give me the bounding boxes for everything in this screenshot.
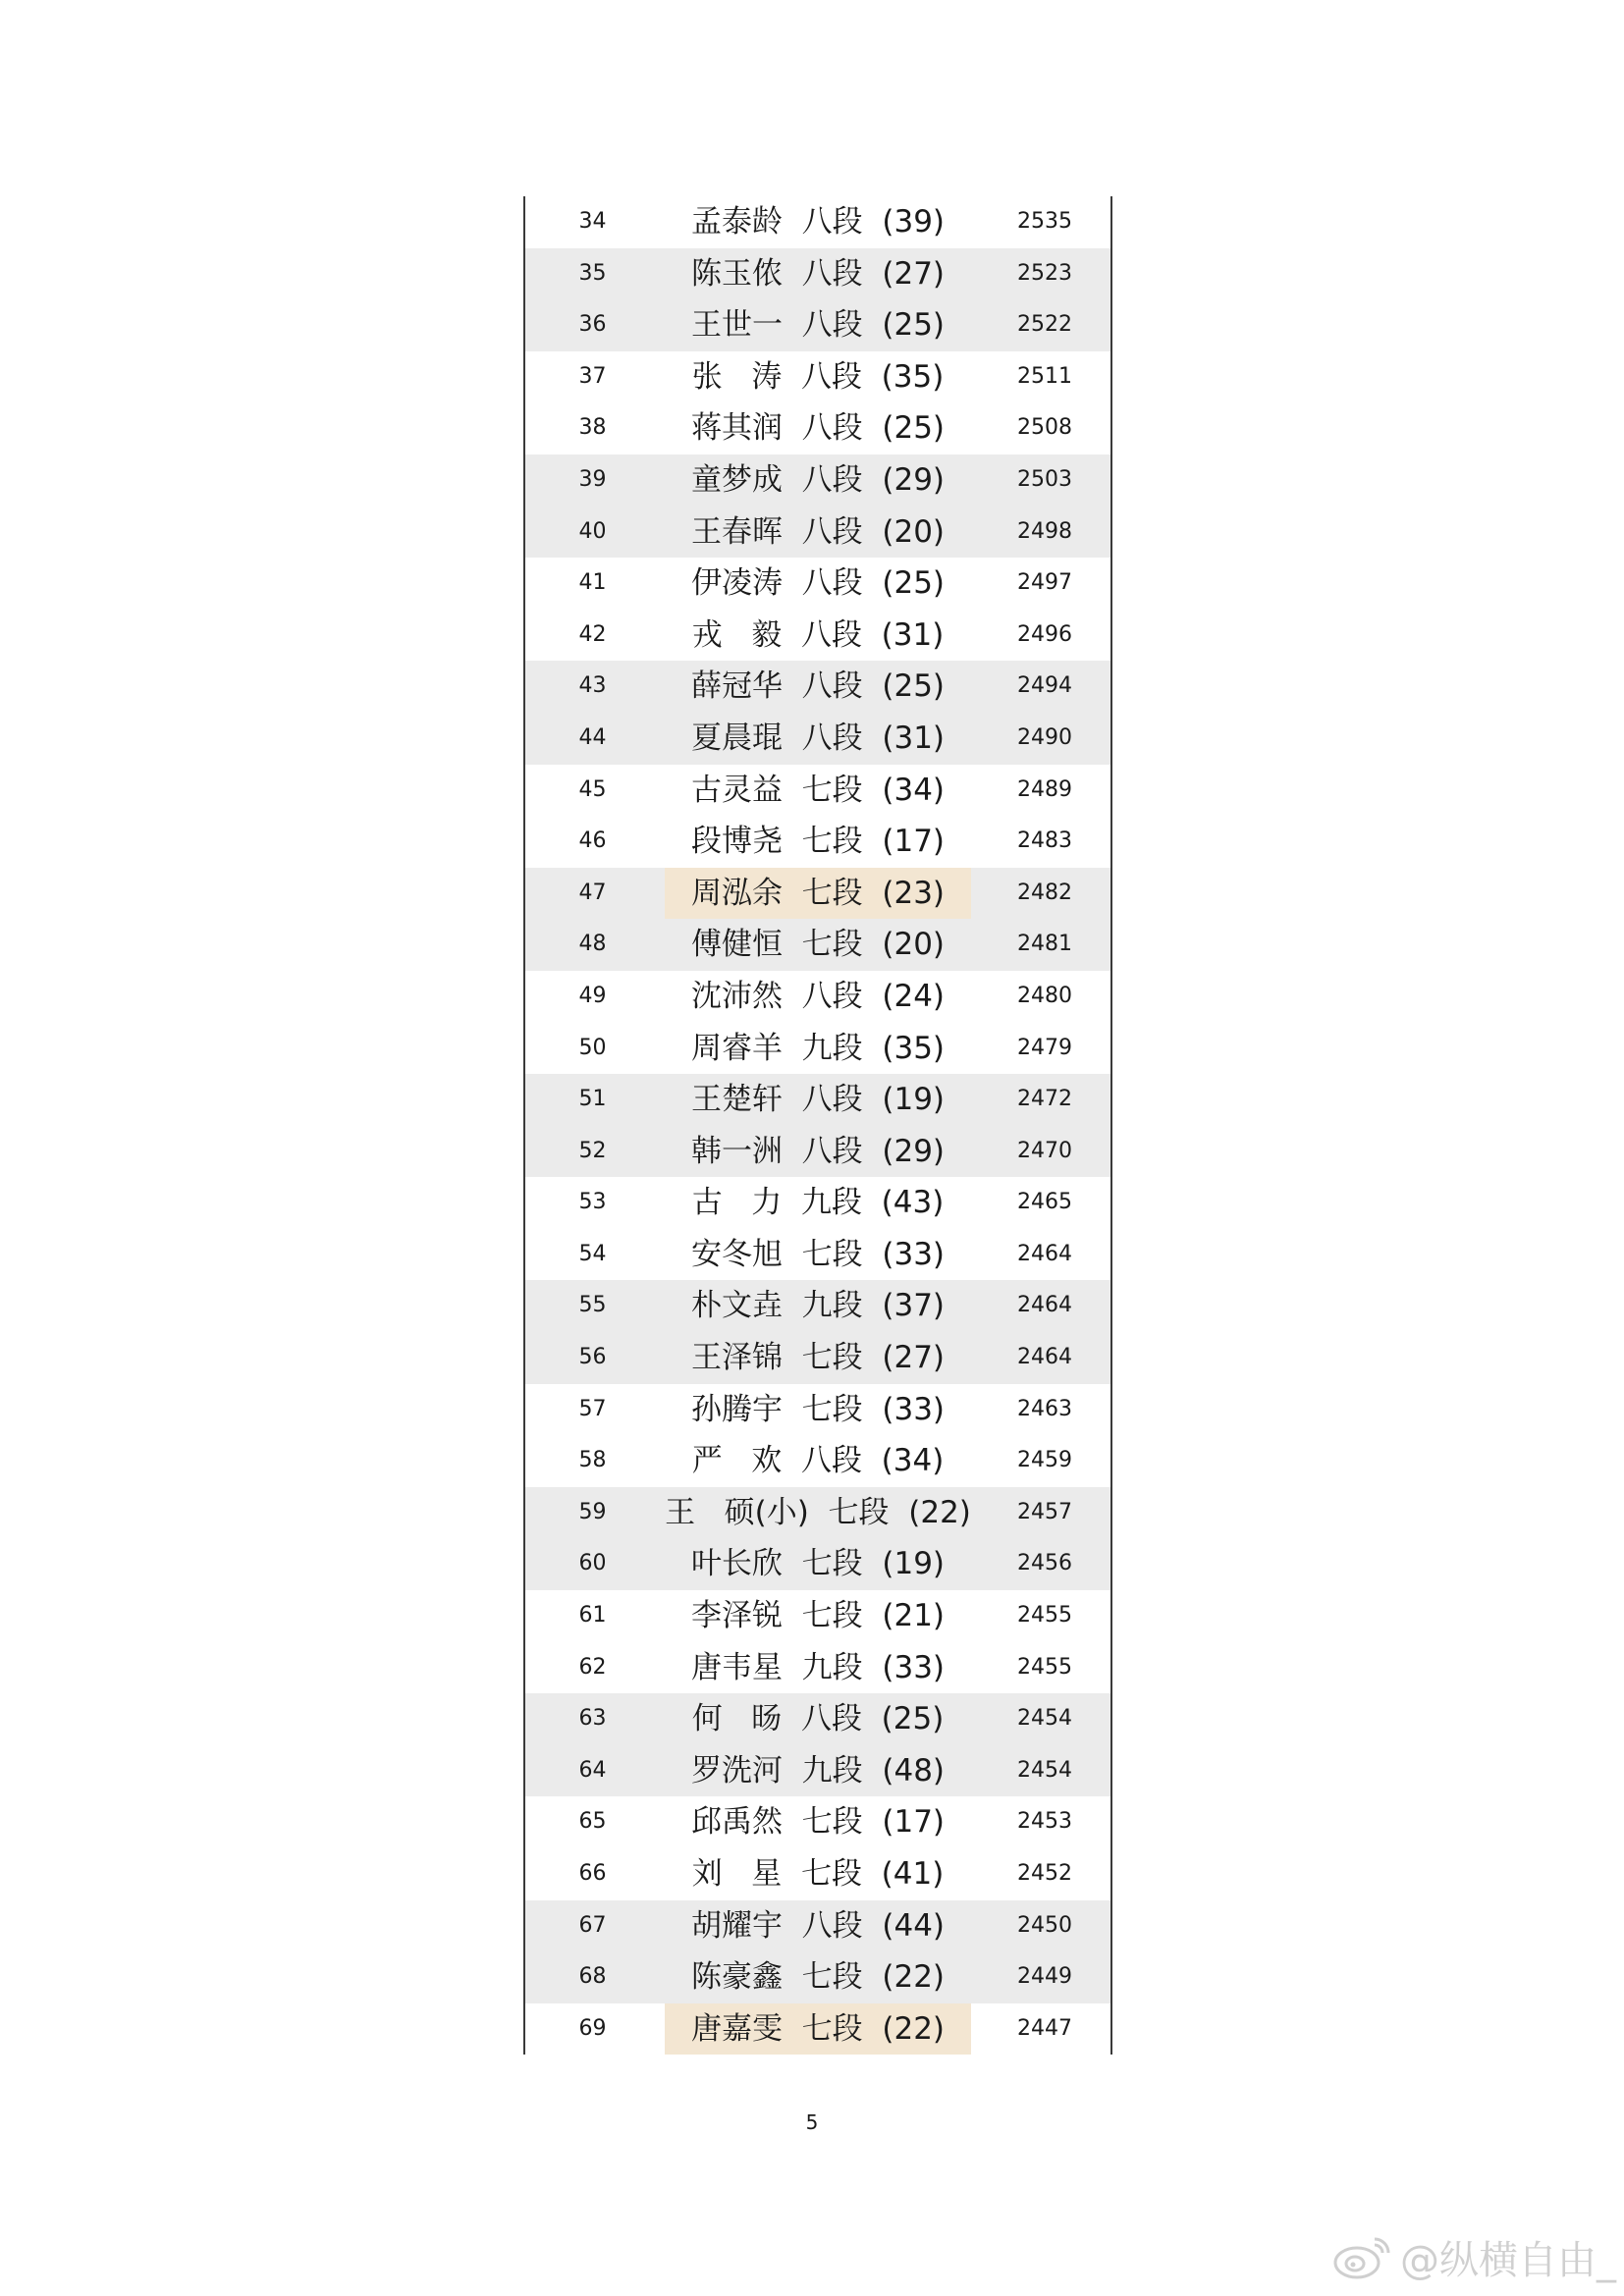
table-row [525,1951,1110,2003]
table-row [525,1023,1110,1075]
table-row [525,765,1110,817]
rating-cell: 2498 [1017,518,1072,544]
player-cell: 王世一 八段 (25) [690,307,946,344]
rank-cell: 47 [578,880,607,905]
rating-cell: 2453 [1017,1809,1072,1835]
rating-cell: 2489 [1017,776,1072,802]
rank-cell: 65 [578,1809,607,1835]
player-cell: 孟泰龄 八段 (39) [690,204,946,240]
player-cell: 周睿羊 九段 (35) [690,1030,946,1066]
table-row [525,1796,1110,1848]
player-cell: 夏晨琨 八段 (31) [690,720,946,756]
rank-cell: 41 [578,570,607,596]
player-cell: 周泓余 七段 (23) [665,868,971,920]
rating-cell: 2452 [1017,1861,1072,1886]
rank-cell: 46 [578,828,607,854]
page-number: 5 [805,2110,819,2134]
player-cell: 王 硕(小) 七段 (22) [665,1494,971,1530]
rank-cell: 58 [578,1448,607,1473]
rating-cell: 2480 [1017,983,1072,1008]
table-row [525,1487,1110,1539]
watermark-text: @纵横自由_ [1400,2237,1616,2283]
player-cell: 沈沛然 八段 (24) [690,978,946,1014]
table-row [525,454,1110,507]
table-row [525,2003,1110,2056]
player-cell: 邱禹然 七段 (17) [690,1804,946,1841]
rank-cell: 39 [578,466,607,492]
table-row [525,610,1110,662]
table-row [525,248,1110,300]
rank-cell: 56 [578,1345,607,1370]
player-cell: 罗洗河 九段 (48) [690,1752,946,1789]
table-row [525,1280,1110,1332]
rating-cell: 2481 [1017,932,1072,957]
player-cell: 段博尧 七段 (17) [690,824,946,860]
table-row [525,1538,1110,1590]
player-cell: 王春晖 八段 (20) [690,513,946,550]
player-cell: 戎 毅 八段 (31) [691,616,945,653]
rank-cell: 36 [578,312,607,338]
table-row [525,1693,1110,1745]
rating-cell: 2503 [1017,466,1072,492]
table-row [525,1384,1110,1436]
rating-cell: 2523 [1017,260,1072,286]
table-row [525,919,1110,971]
table-row [525,868,1110,920]
player-cell: 朴文垚 九段 (37) [690,1288,946,1324]
rating-cell: 2450 [1017,1912,1072,1938]
player-cell: 唐嘉雯 七段 (22) [665,2003,971,2056]
rating-cell: 2496 [1017,621,1072,647]
rating-cell: 2456 [1017,1551,1072,1576]
rating-cell: 2479 [1017,1035,1072,1060]
player-cell: 李泽锐 七段 (21) [690,1598,946,1634]
player-cell: 孙腾宇 七段 (33) [690,1391,946,1427]
rating-cell: 2454 [1017,1706,1072,1732]
player-cell: 古灵益 七段 (34) [690,772,946,808]
rank-cell: 68 [578,1964,607,1990]
rank-cell: 53 [578,1190,607,1215]
rank-cell: 63 [578,1706,607,1732]
rank-cell: 45 [578,776,607,802]
rank-cell: 57 [578,1396,607,1421]
rating-cell: 2470 [1017,1138,1072,1163]
player-cell: 叶长欣 七段 (19) [690,1546,946,1582]
player-cell: 王楚轩 八段 (19) [690,1082,946,1118]
player-cell: 胡耀宇 八段 (44) [690,1907,946,1944]
table-row [525,299,1110,351]
rating-cell: 2511 [1017,363,1072,389]
rating-cell: 2459 [1017,1448,1072,1473]
player-cell: 唐韦星 九段 (33) [690,1649,946,1685]
rating-cell: 2455 [1017,1654,1072,1680]
rank-cell: 62 [578,1654,607,1680]
table-row [525,661,1110,713]
table-row [525,402,1110,454]
rank-cell: 51 [578,1087,607,1112]
rank-cell: 42 [578,621,607,647]
rating-cell: 2535 [1017,209,1072,234]
rank-cell: 38 [578,415,607,441]
table-row [525,1229,1110,1281]
player-cell: 童梦成 八段 (29) [690,461,946,498]
player-cell: 古 力 九段 (43) [691,1185,945,1221]
rank-cell: 37 [578,363,607,389]
rating-cell: 2449 [1017,1964,1072,1990]
rating-table [523,196,1112,2055]
table-row [525,507,1110,559]
rank-cell: 69 [578,2015,607,2041]
player-cell: 蒋其润 八段 (25) [690,410,946,447]
table-row [525,713,1110,765]
rank-cell: 48 [578,932,607,957]
rank-cell: 54 [578,1241,607,1266]
rating-cell: 2465 [1017,1190,1072,1215]
rank-cell: 64 [578,1757,607,1783]
rating-cell: 2494 [1017,673,1072,699]
rank-cell: 61 [578,1603,607,1629]
player-cell: 陈豪鑫 七段 (22) [690,1959,946,1996]
rating-cell: 2454 [1017,1757,1072,1783]
table-row [525,1590,1110,1642]
table-row [525,1900,1110,1952]
table-row [525,558,1110,610]
table-row [525,196,1110,248]
table-row [525,1177,1110,1229]
table-row [525,1848,1110,1900]
rank-cell: 67 [578,1912,607,1938]
rank-cell: 59 [578,1499,607,1524]
player-cell: 伊凌涛 八段 (25) [690,565,946,602]
table-row [525,1745,1110,1797]
table-row [525,1642,1110,1694]
rating-cell: 2455 [1017,1603,1072,1629]
rating-cell: 2497 [1017,570,1072,596]
rating-cell: 2483 [1017,828,1072,854]
table-row [525,1332,1110,1384]
player-cell: 薛冠华 八段 (25) [690,668,946,705]
watermark [1331,2227,1616,2286]
player-cell: 严 欢 八段 (34) [691,1443,945,1479]
rating-cell: 2490 [1017,724,1072,750]
rank-cell: 66 [578,1861,607,1886]
table-row [525,1126,1110,1178]
rating-cell: 2482 [1017,880,1072,905]
table-row [525,1074,1110,1126]
player-cell: 刘 星 七段 (41) [691,1856,945,1892]
table-row [525,816,1110,868]
rating-cell: 2472 [1017,1087,1072,1112]
player-cell: 陈玉侬 八段 (27) [690,255,946,292]
player-cell: 王泽锦 七段 (27) [690,1340,946,1376]
rank-cell: 43 [578,673,607,699]
rank-cell: 55 [578,1293,607,1318]
rating-cell: 2457 [1017,1499,1072,1524]
weibo-logo-icon [1331,2233,1394,2280]
rating-cell: 2463 [1017,1396,1072,1421]
player-cell: 傅健恒 七段 (20) [690,927,946,963]
player-cell: 韩一洲 八段 (29) [690,1133,946,1169]
rank-cell: 35 [578,260,607,286]
rank-cell: 40 [578,518,607,544]
rating-cell: 2464 [1017,1345,1072,1370]
rating-cell: 2464 [1017,1293,1072,1318]
rank-cell: 44 [578,724,607,750]
player-cell: 安冬旭 七段 (33) [690,1236,946,1272]
player-cell: 张 涛 八段 (35) [691,358,945,395]
rating-cell: 2447 [1017,2015,1072,2041]
table-row [525,971,1110,1023]
rank-cell: 60 [578,1551,607,1576]
rank-cell: 52 [578,1138,607,1163]
rank-cell: 49 [578,983,607,1008]
rating-cell: 2522 [1017,312,1072,338]
rank-cell: 34 [578,209,607,234]
table-row [525,1435,1110,1487]
rank-cell: 50 [578,1035,607,1060]
player-cell: 何 旸 八段 (25) [691,1701,945,1737]
rating-cell: 2508 [1017,415,1072,441]
table-row [525,351,1110,403]
rating-cell: 2464 [1017,1241,1072,1266]
